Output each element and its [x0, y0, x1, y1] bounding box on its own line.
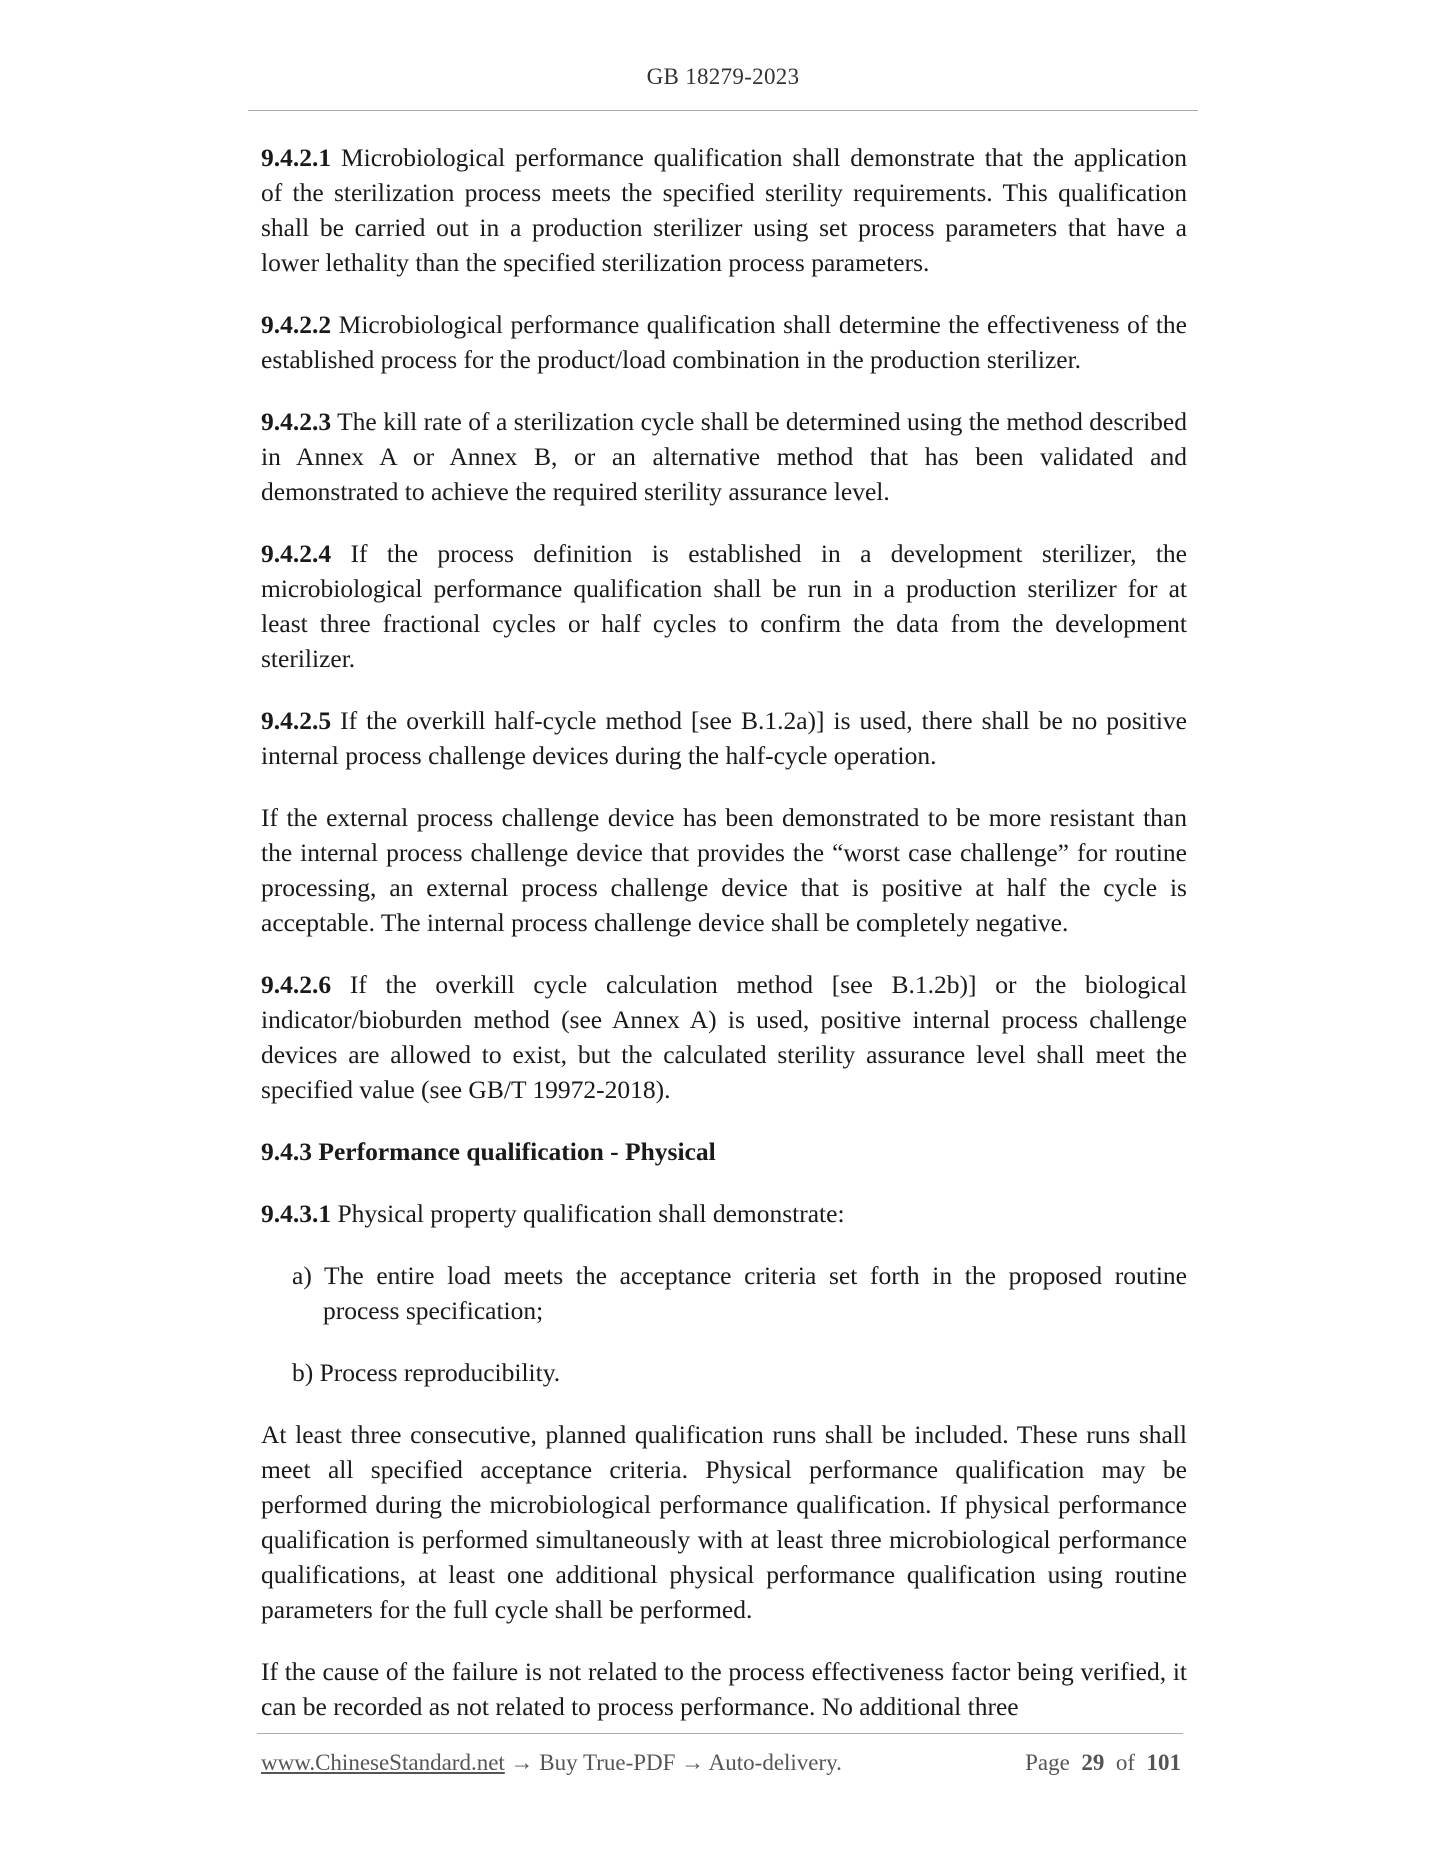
paragraph-9-4-2-6: [261, 967, 1187, 1107]
paragraph-external-pcd: [261, 800, 1187, 940]
paragraph-text: If the external process challenge device has been demonstrated to be more resistant than the internal process challenge device that provides the “worst case challenge” for routine processing, an external process challenge device that is positive at half the cycle is acceptable. The internal process challenge device shall be completely negative.: [261, 803, 1187, 937]
paragraph-9-4-3-1: [261, 1196, 1187, 1231]
clause-number: 9.4.2.4: [261, 539, 332, 568]
page-header: GB 18279-2023: [646, 64, 800, 89]
clause-number: 9.4.2.3: [261, 407, 332, 436]
page-content: [261, 140, 1187, 1751]
page-indicator: [1025, 1750, 1181, 1776]
clause-number: 9.4.2.5: [261, 706, 332, 735]
clause-text: Microbiological performance qualification shall determine the effectiveness of the established process for the product/load combination in the production sterilizer.: [261, 310, 1187, 374]
page-total: 101: [1146, 1750, 1181, 1775]
list-item-b: b) Process reproducibility.: [292, 1358, 561, 1387]
clause-number: 9.4.3.1: [261, 1199, 332, 1228]
paragraph-qualification-runs: At least three consecutive, planned qualification runs shall be included. These runs shall meet all specified acceptance criteria. Physical performance qualification may be performed during the microbiological performance qualification. If physical performance qualification is performed simultaneously with at least three microbiological performance qualifications, at least one additional physical performance qualification using routine parameters for the full cycle shall be performed.: [261, 1420, 1187, 1624]
footer-tagline: → Buy True-PDF → Auto-delivery.: [504, 1750, 842, 1775]
clause-text: Microbiological performance qualification shall demonstrate that the application of the sterilization process meets the specified sterility requirements. This qualification shall be carried out in a production sterilizer using set process parameters that have a lower lethality than the specified sterilization process parameters.: [261, 143, 1188, 277]
clause-text: If the process definition is established in a development sterilizer, the microbiological performance qualification shall be run in a production sterilizer for at least three fractional cycles or half cycles to confirm the data from the development sterilizer.: [261, 539, 1187, 673]
clause-text: The kill rate of a sterilization cycle shall be determined using the method described in Annex A or Annex B, or an alternative method that has been validated and demonstrated to achieve the required sterility assurance level.: [261, 407, 1187, 506]
list-item-a: a) The entire load meets the acceptance criteria set forth in the proposed routine process specification;: [292, 1261, 1187, 1325]
section-heading: 9.4.3 Performance qualification - Physical: [261, 1137, 716, 1166]
page-number: 29: [1081, 1750, 1105, 1775]
paragraph-9-4-2-5: [261, 703, 1187, 773]
paragraph-failure-cause: If the cause of the failure is not related to the process effectiveness factor being verified, it can be recorded as not related to process performance. No additional three: [261, 1657, 1187, 1721]
clause-text: If the overkill cycle calculation method [see B.1.2b)] or the biological indicator/bioburden method (see Annex A) is used, positive internal process challenge devices are allowed to exist, but the calculated sterility assurance level shall meet the specified value (see GB/T 19972-2018).: [261, 970, 1187, 1104]
header-divider: [248, 110, 1198, 111]
page-word: Page: [1025, 1750, 1070, 1775]
clause-number: 9.4.2.2: [261, 310, 332, 339]
paragraph-9-4-2-1: [261, 140, 1187, 280]
clause-number: 9.4.2.6: [261, 970, 332, 999]
clause-number: 9.4.2.1: [261, 143, 332, 172]
clause-text: If the overkill half-cycle method [see B.1.2a)] is used, there shall be no positive internal process challenge devices during the half-cycle operation.: [261, 706, 1188, 770]
paragraph-9-4-2-4: [261, 536, 1187, 676]
footer-left: [261, 1750, 842, 1776]
of-word: of: [1115, 1750, 1135, 1775]
paragraph-9-4-2-3: [261, 404, 1187, 509]
clause-text: Physical property qualification shall demonstrate:: [337, 1199, 845, 1228]
paragraph-9-4-2-2: [261, 307, 1187, 377]
site-link[interactable]: www.ChineseStandard.net: [261, 1750, 505, 1775]
footer-divider: [257, 1733, 1183, 1734]
